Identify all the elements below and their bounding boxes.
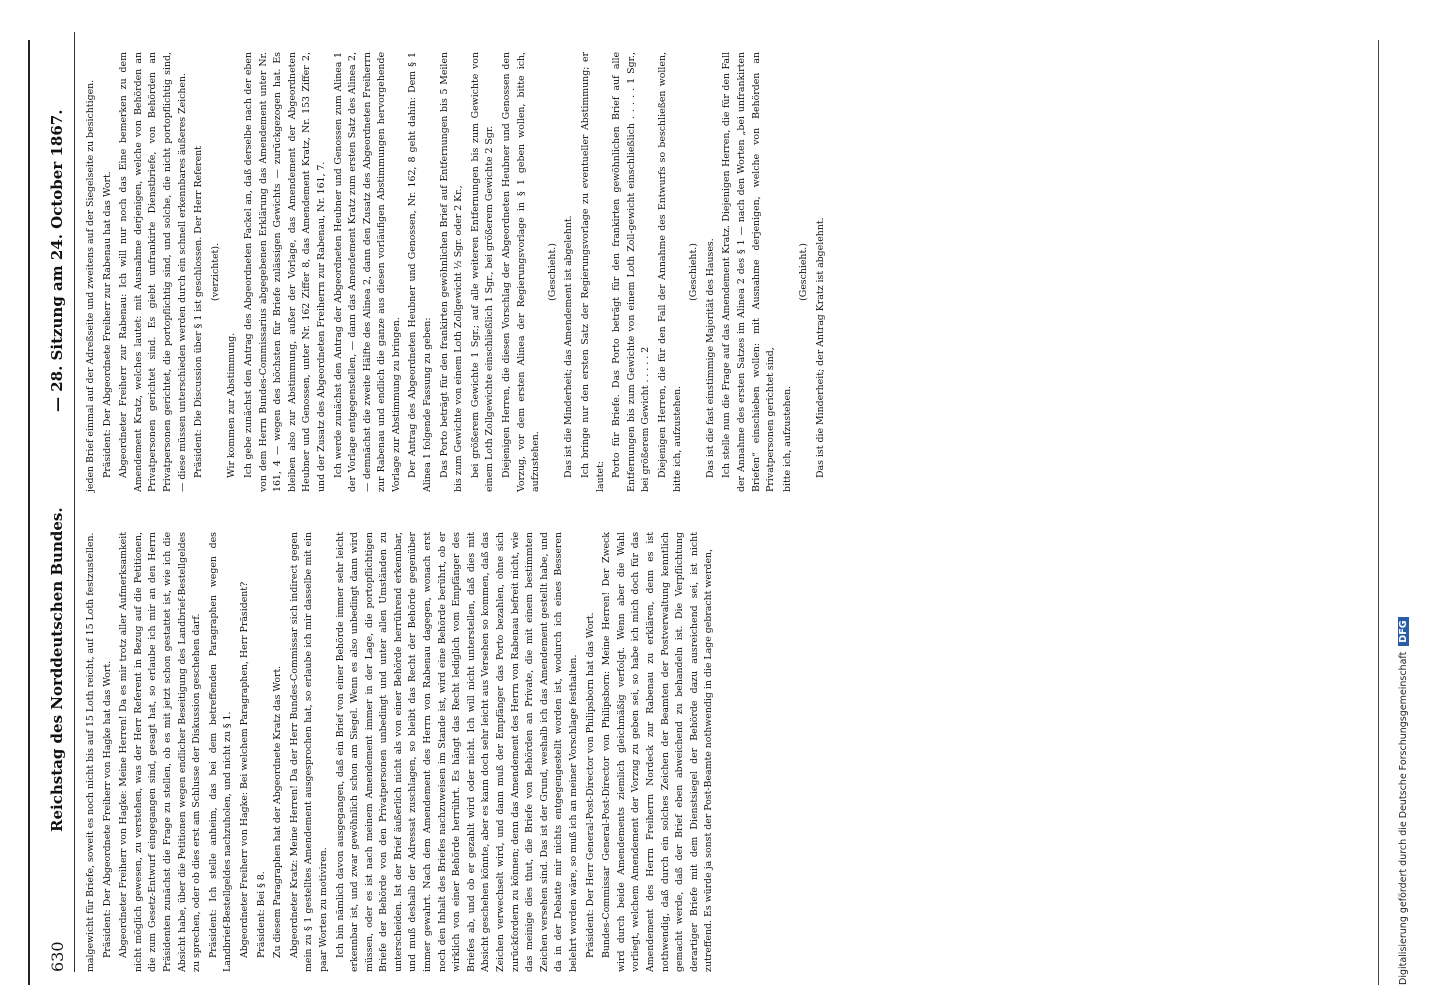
paragraph: Präsident: Der Herr General-Post-Director von Philipsborn hat das Wort.	[584, 612, 596, 958]
page-header	[44, 32, 74, 972]
paragraph: (verzichtet).	[209, 243, 221, 301]
header-rule	[74, 32, 75, 972]
paragraph: Präsident: Der Abgeordnete Freiherr zur Rabenau hat das Wort.	[101, 171, 113, 478]
paragraph: Ich stelle nun die Frage auf das Amendement Kratz. Diejenigen Herren, die für den Fall der Annahme des ersten Satzes im Alinea 2 des § 1 — nach den Worten „bei unfrankirten Briefen“ einschieben wollen: mit Ausnahme derjenigen, welche von Behörden an Privatpersonen gerichtet sind,	[721, 52, 777, 492]
text-column-left	[84, 532, 715, 972]
paragraph: Diejenigen Herren, die für den Fall der Annahme des Entwurfs so beschließen wollen, bitte ich, aufzustehen.	[656, 52, 683, 492]
document-page	[44, 32, 1364, 972]
page-frame-right	[1378, 40, 1379, 985]
digitization-credit	[1398, 618, 1409, 986]
paragraph: Präsident: Ich stelle anheim, das bei dem betreffenden Paragraphen wegen des Landbrief-Bestellgeldes nachzuholen, und nicht zu § 1.	[207, 532, 234, 972]
paragraph: Porto für Briefe. Das Porto beträgt für den frankirten gewöhnlichen Brief auf alle Entfernungen bis zum Gewichte von einem Loth Zoll-gewicht einschließlich . . . . . 1 Sgr., bei größerem Gewicht . . . . . 2	[611, 52, 652, 492]
header-right-title: — 28. Sitzung am 24. October 1867.	[48, 109, 66, 412]
text-column-right	[84, 52, 826, 492]
header-left-title: Reichstag des Norddeutschen Bundes.	[48, 507, 66, 832]
credit-text: Digitalisierung gefördert durch die Deutsche Forschungsgemeinschaft	[1398, 651, 1409, 985]
paragraph: (Geschieht.)	[546, 243, 558, 301]
paragraph: Wir kommen zur Abstimmung.	[226, 332, 238, 478]
paragraph: Abgeordneter Freiherr zur Rabenau: Ich will nur noch das Eine bemerken zu dem Amendement Kratz, welches lautet: mit Ausnahme derjenigen, welche von Behörden an Privatpersonen gerichtet sind. Es giebt unfrankirte Dienstbriefe, von Behörden an Privatpersonen gerichtet, die portopflichtig sind, und solche, die nicht portopflichtig sind, — diese müssen unterschieden werden durch ein schnell erkennbares äußeres Zeichen.	[118, 52, 188, 492]
paragraph: Bundes-Commissar General-Post-Director von Philipsborn: Meine Herren! Der Zweck wird durch beide Amendements ziemlich gleichmäßig verfolgt. Wenn aber die Wahl vorliegt, welchem Amendement der Vorzug zu geben sei, so habe ich mich doch für das Amendement des Herrn Freiherrn Nordeck zur Rabenau zu erklären, denn es ist nothwendig, daß durch ein solches Zeichen der Beamten der Postverwaltung kenntlich gemacht werde, daß der Brief eben abweichend zu behandeln ist. Die Verpflichtung derartiger Briefe mit dem Dienstsiegel der Behörde dazu ausreichend sei, ist nicht zutreffend. Es würde ja sonst der Post-Beamte nothwendig in die Lage gebracht werden,	[601, 532, 715, 972]
paragraph: Das ist die fast einstimmige Majorität des Hauses.	[704, 238, 716, 478]
paragraph: Das ist die Minderheit; der Antrag Kratz ist abgelehnt.	[814, 217, 826, 478]
paragraph: Abgeordneter Kratz: Meine Herren! Da der Herr Bundes-Commissar sich indirect gegen mein zu § 1 gestelltes Amendement ausgesprochen hat, so erlaube ich mir dasselbe mit ein paar Worten zu motiviren.	[288, 532, 329, 972]
paragraph: (Geschieht.)	[688, 243, 700, 301]
page-number: 630	[48, 941, 67, 972]
paragraph: Ich bin nämlich davon ausgegangen, daß ein Brief von einer Behörde immer sehr leicht erkennbar ist, und zwar gewöhnlich schon am Siegel. Wenn es also unbedingt dann wird müssen, oder es ist nach meinem Amendement immer in der Lage, die portopflichtigen Briefe der Behörde von den Privatpersonen unbedingt und unter allen Umständen zu unterscheiden. Ist der Brief äußerlich nicht als von einer Behörde herrührend erkennbar, und muß deshalb der Adressat zuschlagen, so bleibt das Recht der Behörde gegenüber immer gewahrt. Nach dem Amendement des Herrn von Rabenau dagegen, wonach erst noch den Inhalt des Briefes nachzuweisen im Stande ist, wird eine Behörde berührt, ob er wirklich von einer Behörde herrührt. Es hängt das Recht lediglich vom Empfänger des Briefes ab, und ob er gezahlt wird oder nicht. Ich will nicht unterstellen, daß dies mit Absicht geschehen könnte, aber es kann doch sehr leicht aus Versehen so kommen, daß das Zeichen verwechselt wird, und dann muß der Empfänger das Porto bezahlen, ohne sich zurückfordern zu können; denn das Amendement des Herrn von Rabenau befreit nicht, wie das meinige dies thut, die Briefe von Behörden an Private, die mit einem bestimmten Zeichen versehen sind. Das ist der Grund, weshalb ich das Amendement gestellt habe, und da in der Debatte mir nichts entgegengestellt worden ist, wodurch ich eines Besseren belehrt worden wäre, so muß ich an meiner Vorschlage festhalten.	[334, 532, 579, 972]
page-frame-left	[28, 40, 30, 985]
dfg-logo: DFG	[1398, 618, 1409, 646]
paragraph: Präsident: Der Abgeordnete Freiherr von Hagke hat das Wort.	[101, 660, 113, 958]
paragraph: Das ist die Minderheit; das Amendement ist abgelehnt.	[563, 215, 575, 478]
paragraph: (Geschieht.)	[798, 243, 810, 301]
paragraph: Der Antrag des Abgeordneten Heubner und Genossen, Nr. 162, 8 geht dahin: Dem § 1 Alinea 1 folgende Fassung zu geben:	[407, 52, 434, 492]
paragraph: Präsident: Die Discussion über § 1 ist geschlossen. Der Herr Referent	[193, 146, 205, 478]
paragraph: Abgeordneter Freiherr von Hagke: Meine Herren! Da es mir trotz aller Aufmerksamkeit nicht möglich gewesen, zu verstehen, was der Herr Referent in Bezug auf die Petitionen, die zum Gesetz-Entwurf eingegangen sind, gesagt hat, so erlaube ich mir an den Herrn Präsidenten zunächst die Frage zu stellen, ob es mit jetzt schon gestattet ist, wie ich die Absicht habe, über die Petitionen wegen endlicher Beseitigung des Landbrief-Bestellgeldes zu sprechen, oder ob dies erst am Schlusse der Diskussion geschehen darf.	[118, 532, 203, 972]
paragraph: bitte ich, aufzustehen.	[781, 385, 793, 492]
paragraph: Zu diesem Paragraphen hat der Abgeordnete Kratz das Wort.	[272, 665, 284, 958]
paragraph: Ich werde zunächst den Antrag der Abgeordneten Heubner und Genossen zum Alinea 1 der Vorlage entgegenstellen, — dann das Amendement Kratz zum ersten Satz des Alinea 2, — demnächst die zweite Hälfte des Alinea 2, dann den Zusatz des Abgeordneten Freiherrn zur Rabenau und endlich die ganze aus diesen vorläufigen Abstimmungen hervorgehende Vorlage zur Abstimmung zu bringen.	[332, 52, 402, 492]
paragraph: Präsident: Bei § 8.	[255, 871, 267, 958]
paragraph: Abgeordneter Freiherr von Hagke: Bei welchem Paragraphen, Herr Präsident?	[238, 581, 250, 958]
paragraph: bei größerem Gewichte 1 Sgr.; auf alle weiteren Entfernungen bis zum Gewichte von einem Loth Zollgewichte einschließlich 1 Sgr., bei größerem Gewichte 2 Sgr.	[469, 52, 496, 492]
paragraph: malgewicht für Briefe, soweit es noch nicht bis auf 15 Loth reicht, auf 15 Loth festzustellen.	[85, 532, 96, 972]
paragraph: jeden Brief einmal auf der Adreßseite und zweitens auf der Siegelseite zu besichtigen.	[85, 79, 96, 492]
paragraph: Ich bringe nur den ersten Satz der Regierungsvorlage zu eventueller Abstimmung; er lautet:	[580, 52, 606, 492]
paragraph: Ich gebe zunächst den Antrag des Abgeordneten Fackel an, daß derselbe nach der eben von dem Herrn Bundes-Commissarius abgegebenen Erklärung das Amendement unter Nr. 161, 4 — wegen des höchsten für Briefe zulässigen Gewichts — zurückgezogen hat. Es bleiben also zur Abstimmung, außer der Vorlage, das Amendement der Abgeordneten Heubner und Genossen, unter Nr. 162 Ziffer 8, das Amendement Kratz, Nr. 153 Ziffer 2, und der Zusatz des Abgeordneten Freiherrn zur Rabenau, Nr. 161, 7.	[242, 52, 327, 492]
paragraph: Diejenigen Herren, die diesen Vorschlag der Abgeordneten Heubner und Genossen den Vorzug, vor dem ersten Alinea der Regierungsvorlage in § 1 geben wollen, bitte ich, aufzustehen.	[501, 52, 542, 492]
paragraph: Das Porto beträgt für den frankirten gewöhnlichen Brief auf Entfernungen bis 5 Meilen bis zum Gewichte von einem Loth Zollgewicht ½ Sgr. oder 2 Kr.,	[438, 52, 465, 492]
